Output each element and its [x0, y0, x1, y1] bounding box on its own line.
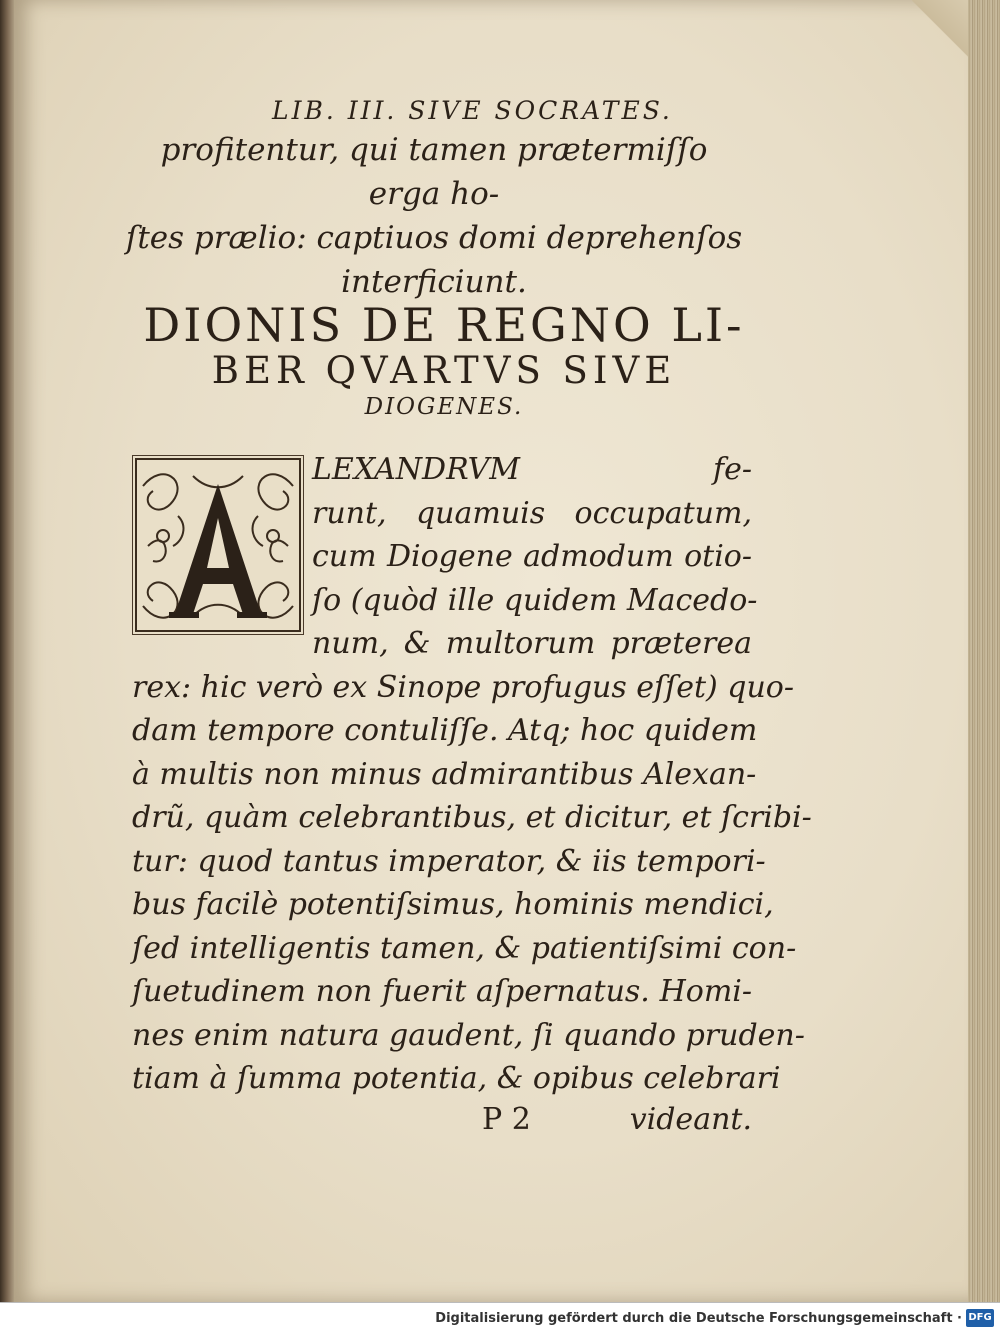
text-line: bus facilè potentiſsimus, hominis mendici,	[132, 887, 774, 922]
page-stack-edge	[968, 0, 1000, 1302]
heading-line-1: DIONIS DE REGNO LI-	[143, 298, 745, 352]
text-line: num, & multorum præterea	[312, 626, 752, 661]
text-line: ſuetudinem non fuerit aſpernatus. Homi-	[132, 974, 752, 1009]
heading-line-2: BER QVARTVS SIVE	[211, 349, 677, 392]
previous-chapter-text	[124, 128, 744, 304]
text-line: profitentur, qui tamen prætermiſſo erga ho-	[160, 132, 708, 212]
text-line: nes enim natura gaudent, ſi quando pruden-	[132, 1017, 805, 1053]
book-page	[14, 0, 972, 1302]
chapter-heading	[124, 300, 764, 422]
catchword: videant.	[629, 1102, 752, 1137]
text-line: ſed intelligentis tamen, & patientiſsimi con-	[132, 930, 797, 966]
text-line: rex: hic verò ex Sinope profugus eſſet) quo-	[132, 669, 795, 705]
text-line: cum Diogene admodum otio-	[312, 539, 752, 574]
text-line: à multis non minus admirantibus Alexan-	[132, 756, 757, 792]
funding-credit: Digitalisierung gefördert durch die Deutsche Forschungsgemeinschaft ·	[435, 1311, 962, 1326]
text-line: tiam à ſumma potentia, & opibus celebrari	[132, 1061, 781, 1096]
heading-line-3: DIOGENES.	[364, 394, 524, 420]
footer-bar	[0, 1302, 1000, 1334]
text-line: tur: quod tantus imperator, & iis tempori-	[132, 843, 766, 879]
text-line: ſtes prælio: captiuos domi deprehenſos	[125, 220, 743, 256]
page-corner-fold	[912, 0, 972, 60]
running-head: LIB. III. SIVE SOCRATES.	[272, 96, 673, 125]
text-line: ſo (quòd ille quidem Macedo-	[312, 582, 758, 618]
text-line: dam tempore contuliſſe. Atq; hoc quidem	[132, 713, 758, 748]
signature-mark: P 2	[482, 1102, 531, 1137]
main-text	[132, 448, 812, 1101]
text-line: interficiunt.	[341, 264, 527, 300]
text-line: runt, quamuis occupatum,	[312, 495, 752, 531]
dfg-logo-icon[interactable]: DFG	[966, 1309, 994, 1327]
text-line: LEXANDRVM fe-	[312, 452, 752, 487]
text-line: drũ, quàm celebrantibus, et dicitur, et ſcribi-	[132, 800, 812, 835]
